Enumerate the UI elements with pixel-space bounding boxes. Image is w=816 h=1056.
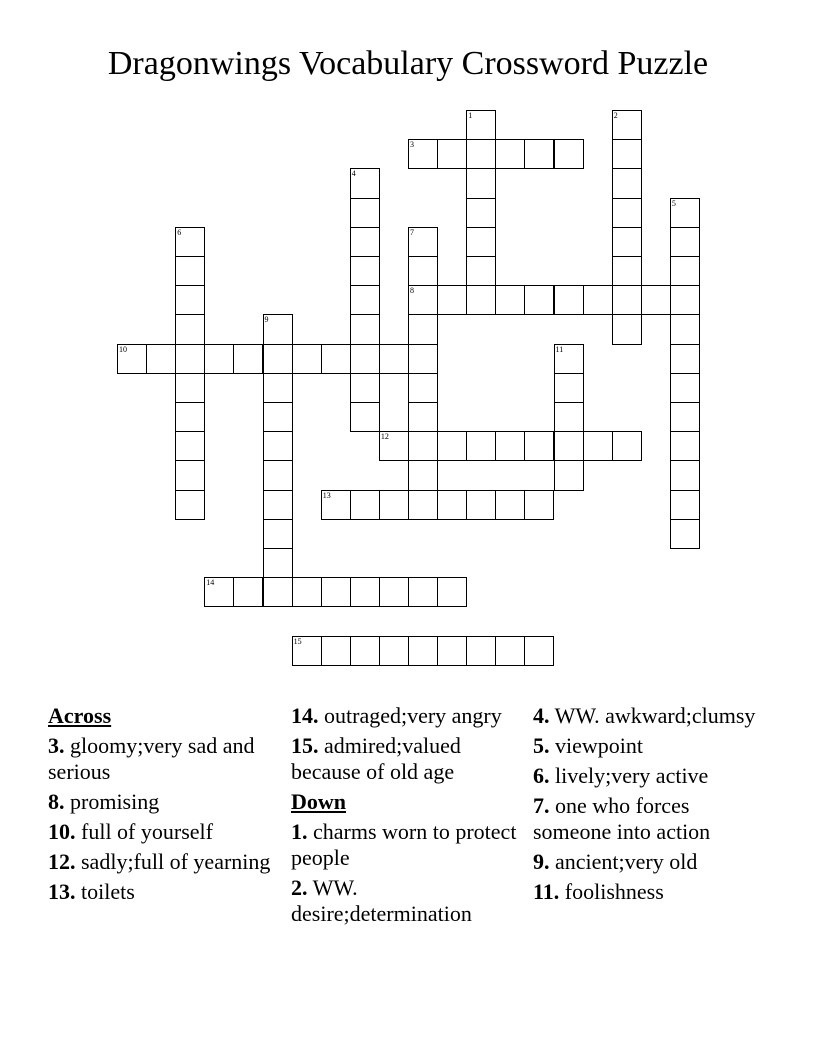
grid-cell[interactable] [408,227,438,257]
grid-cell[interactable] [263,490,293,520]
clue-text: toilets [81,879,135,904]
grid-cell[interactable] [175,227,205,257]
grid-cell[interactable] [524,636,554,666]
page-title: Dragonwings Vocabulary Crossword Puzzle [107,45,709,82]
clue-number: 10. [48,819,76,844]
grid-cell[interactable] [437,577,467,607]
clue-text: gloomy;very sad and serious [48,733,255,784]
clue-text: WW. awkward;clumsy [554,703,756,728]
cell-number: 3 [410,140,414,150]
grid-cell[interactable] [583,431,613,461]
grid-cell[interactable] [263,548,293,578]
clue-number: 15. [291,733,319,758]
grid-cell[interactable] [233,344,263,374]
cell-number: 8 [410,286,414,296]
grid-cell[interactable] [670,490,700,520]
grid-cell[interactable] [554,373,584,403]
grid-cell[interactable] [175,490,205,520]
grid-cell[interactable] [263,373,293,403]
clue-number: 2. [291,875,308,900]
grid-cell[interactable] [466,168,496,198]
grid-cell[interactable] [350,490,380,520]
grid-cell[interactable] [495,285,525,315]
grid-cell[interactable] [204,344,234,374]
grid-cell[interactable] [612,256,642,286]
grid-cell[interactable] [350,285,380,315]
grid-cell[interactable] [379,431,409,461]
clue-item [48,849,284,875]
grid-cell[interactable] [554,460,584,490]
grid-cell[interactable] [292,636,322,666]
cell-number: 1 [468,111,473,120]
grid-cell[interactable] [263,460,293,490]
clue-column-1 [48,703,284,909]
grid-cell[interactable] [495,431,525,461]
grid-cell[interactable] [263,402,293,432]
clue-text: lively;very active [555,763,709,788]
grid-cell[interactable] [466,198,496,228]
grid-cell[interactable] [612,198,642,228]
clue-item [291,875,527,927]
grid-cell[interactable] [437,490,467,520]
grid-cell[interactable] [641,285,671,315]
cell-number: 11 [555,344,564,354]
cell-number: 10 [119,344,127,354]
clue-item [533,849,769,875]
grid-cell[interactable] [175,431,205,461]
clue-text: sadly;full of yearning [81,849,271,874]
grid-cell[interactable] [554,402,584,432]
grid-cell[interactable] [670,373,700,403]
grid-cell[interactable] [612,139,642,169]
clue-text: outraged;very angry [324,703,502,728]
grid-cell[interactable] [612,285,642,315]
grid-cell[interactable] [175,402,205,432]
clue-item [48,789,284,815]
clue-number: 3. [48,733,65,758]
grid-cell[interactable] [670,198,700,228]
grid-cell[interactable] [379,577,409,607]
clue-item [291,733,527,785]
grid-cell[interactable] [146,344,176,374]
grid-cell[interactable] [408,402,438,432]
clue-number: 1. [291,819,308,844]
grid-cell[interactable] [175,285,205,315]
clue-number: 11. [533,879,560,904]
cell-number: 13 [322,490,331,500]
grid-cell[interactable] [408,314,438,344]
clue-number: 5. [533,733,550,758]
cell-number: 14 [206,578,215,588]
grid-cell[interactable] [350,373,380,403]
grid-cell[interactable] [583,285,613,315]
grid-cell[interactable] [437,431,467,461]
grid-cell[interactable] [350,577,380,607]
grid-cell[interactable] [263,314,293,344]
grid-cell[interactable] [495,636,525,666]
cell-number: 12 [380,432,389,442]
clue-number: 13. [48,879,76,904]
grid-cell[interactable] [524,285,554,315]
clue-item [48,879,284,905]
grid-cell[interactable] [350,314,380,344]
grid-cell[interactable] [175,314,205,344]
cell-number: 9 [264,315,269,325]
grid-cell[interactable] [321,636,351,666]
grid-cell[interactable] [408,285,438,315]
grid-cell[interactable] [466,431,496,461]
grid-cell[interactable] [612,314,642,344]
grid-cell[interactable] [175,373,205,403]
grid-cell[interactable] [670,344,700,374]
grid-cell[interactable] [263,431,293,461]
grid-cell[interactable] [670,227,700,257]
grid-cell[interactable] [670,402,700,432]
down-heading: Down [291,789,347,814]
grid-cell[interactable] [263,577,293,607]
clue-number: 9. [533,849,550,874]
clue-text: admired;valued because of old age [291,733,461,784]
grid-cell[interactable] [670,285,700,315]
clue-number: 14. [291,703,319,728]
cell-number: 5 [671,198,676,208]
grid-cell[interactable] [466,110,496,140]
grid-cell[interactable] [379,344,409,374]
grid-cell[interactable] [437,636,467,666]
grid-cell[interactable] [204,577,234,607]
clue-item [291,819,527,871]
cell-number: 6 [177,227,182,237]
grid-cell[interactable] [554,431,584,461]
grid-cell[interactable] [524,431,554,461]
clue-text: charms worn to protect people [291,819,517,870]
cell-number: 15 [293,636,302,646]
clue-number: 4. [533,703,550,728]
grid-cell[interactable] [408,431,438,461]
grid-cell[interactable] [350,227,380,257]
clue-item [533,733,769,759]
clue-text: full of yourself [81,819,213,844]
clue-item [533,879,769,905]
grid-cell[interactable] [263,519,293,549]
clue-text: promising [70,789,160,814]
grid-cell[interactable] [408,344,438,374]
grid-cell[interactable] [292,344,322,374]
grid-cell[interactable] [466,227,496,257]
grid-cell[interactable] [408,577,438,607]
grid-cell[interactable] [437,285,467,315]
grid-cell[interactable] [466,636,496,666]
grid-cell[interactable] [612,168,642,198]
clue-text: foolishness [564,879,664,904]
grid-cell[interactable] [524,490,554,520]
grid-cell[interactable] [554,344,584,374]
grid-cell[interactable] [321,577,351,607]
grid-cell[interactable] [466,139,496,169]
grid-cell[interactable] [350,344,380,374]
grid-cell[interactable] [495,139,525,169]
grid-cell[interactable] [670,519,700,549]
grid-cell[interactable] [495,490,525,520]
grid-cell[interactable] [612,431,642,461]
grid-cell[interactable] [670,431,700,461]
grid-cell[interactable] [263,344,293,374]
clue-item [291,703,527,729]
clue-item [533,763,769,789]
grid-cell[interactable] [175,344,205,374]
clue-number: 8. [48,789,65,814]
cell-number: 7 [410,227,414,237]
cell-number: 2 [613,111,618,120]
grid-cell[interactable] [408,490,438,520]
grid-cell[interactable] [670,460,700,490]
grid-cell[interactable] [612,227,642,257]
clue-number: 7. [533,793,550,818]
grid-cell[interactable] [350,168,380,198]
grid-cell[interactable] [175,256,205,286]
grid-cell[interactable] [175,460,205,490]
grid-cell[interactable] [350,402,380,432]
grid-cell[interactable] [554,285,584,315]
clue-column-3 [533,703,769,909]
clue-item [48,819,284,845]
clue-item [533,703,769,729]
grid-cell[interactable] [233,577,263,607]
grid-cell[interactable] [350,256,380,286]
grid-cell[interactable] [670,314,700,344]
grid-cell[interactable] [466,490,496,520]
cell-number: 4 [351,169,356,179]
grid-cell[interactable] [321,490,351,520]
clue-number: 6. [533,763,550,788]
grid-cell[interactable] [466,285,496,315]
clue-item [48,733,284,785]
grid-cell[interactable] [321,344,351,374]
grid-cell[interactable] [612,110,642,140]
grid-cell[interactable] [379,490,409,520]
clue-number: 12. [48,849,76,874]
clue-item [533,793,769,845]
grid-cell[interactable] [524,139,554,169]
clue-text: one who forces someone into action [533,793,711,844]
grid-cell[interactable] [117,344,147,374]
clue-text: WW. desire;determination [291,875,472,926]
clue-column-2 [291,703,527,931]
grid-cell[interactable] [292,577,322,607]
grid-cell[interactable] [437,139,467,169]
grid-cell[interactable] [379,636,409,666]
clue-text: ancient;very old [555,849,698,874]
across-heading: Across [48,703,112,728]
grid-cell[interactable] [670,256,700,286]
grid-cell[interactable] [350,636,380,666]
clue-text: viewpoint [555,733,643,758]
grid-cell[interactable] [466,256,496,286]
grid-cell[interactable] [350,198,380,228]
grid-cell[interactable] [408,373,438,403]
grid-cell[interactable] [408,460,438,490]
grid-cell[interactable] [408,636,438,666]
grid-cell[interactable] [554,139,584,169]
grid-cell[interactable] [408,256,438,286]
grid-cell[interactable] [408,139,438,169]
